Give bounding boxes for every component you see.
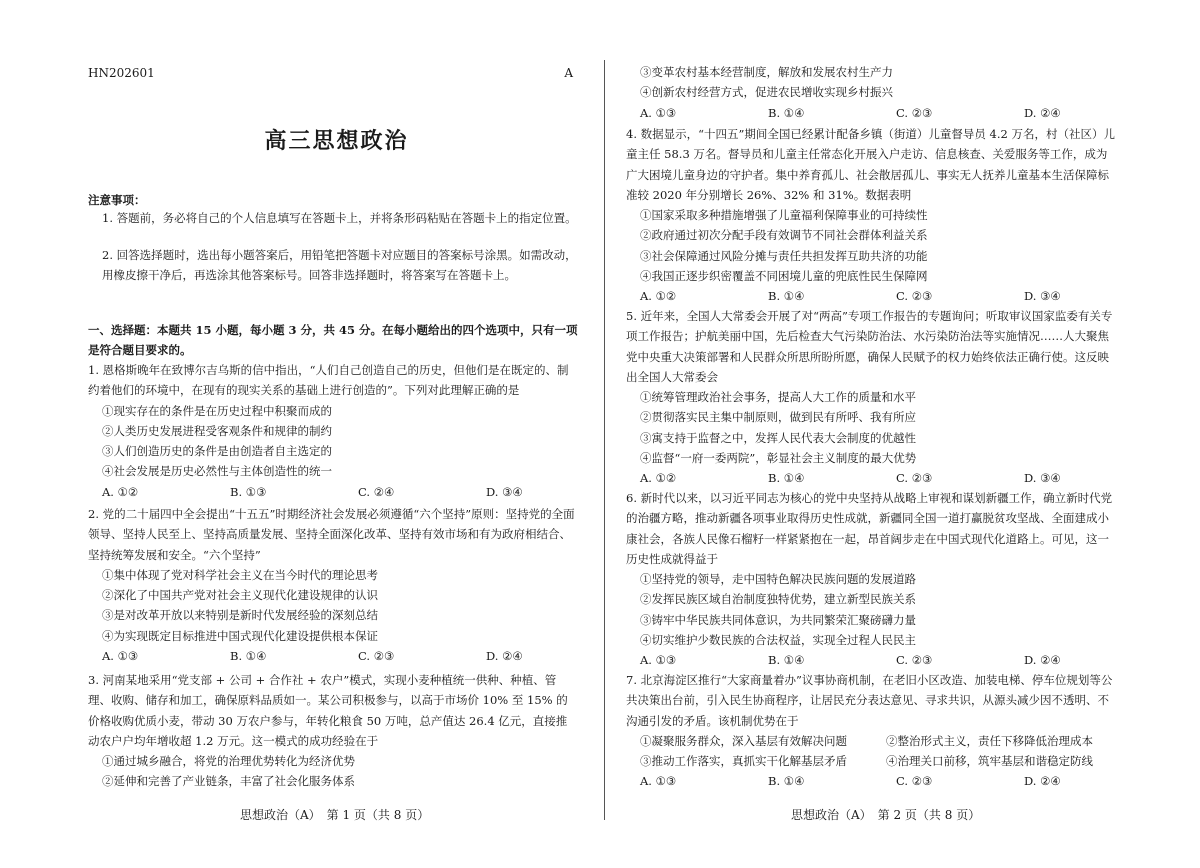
answer-choices	[626, 286, 1152, 306]
statement: ③寓支持于监督之中，发挥人民代表大会制度的优越性	[640, 430, 916, 445]
statement: ③变革农村基本经营制度，解放和发展农村生产力	[640, 65, 893, 79]
paper-version: A	[564, 66, 573, 80]
choice-d: D. ③④	[1024, 471, 1061, 486]
statement: ①现实存在的条件是在历史过程中积聚而成的	[102, 403, 332, 418]
notice-item-1: 1. 答题前，务必将自己的个人信息填写在答题卡上，并将条形码粘贴在答题卡上的指定位置。	[102, 211, 577, 225]
statement: ③人们创造历史的条件是由创造者自主选定的	[102, 444, 332, 459]
statement: ①坚持党的领导，走中国特色解决民族问题的发展道路	[640, 572, 916, 587]
choice-b: B. ①④	[768, 471, 805, 486]
answer-choices	[626, 103, 1152, 123]
choice-d: D. ③④	[1024, 289, 1061, 304]
choice-a: A. ①③	[640, 774, 677, 789]
answer-choices	[626, 650, 1152, 670]
notice-item-2: 2. 回答选择题时，选出每小题答案后，用铅笔把答题卡对应题目的答案标号涂黑。如需改动，用橡皮擦干净后，再选涂其他答案标号。回答非选择题时，将答案写在答题卡上。	[102, 248, 577, 282]
choice-d: D. ②④	[1024, 653, 1061, 668]
statement: ④监督“一府一委两院”，彰显社会主义制度的最大优势	[640, 451, 917, 466]
statement: ④我国正逐步织密覆盖不同困境儿童的兜底性民生保障网	[640, 269, 928, 284]
exam-code: HN202601	[88, 66, 155, 80]
page-footer-right: 思想政治（A） 第 2 页（共 8 页）	[791, 808, 981, 822]
answer-choices	[88, 482, 614, 502]
answer-choices	[626, 468, 1152, 488]
statement: ①国家采取多种措施增强了儿童福利保障事业的可持续性	[640, 208, 928, 223]
statement: ②整治形式主义，责任下移降低治理成本	[886, 733, 1093, 748]
notice-heading: 注意事项：	[88, 193, 146, 207]
question-4	[626, 124, 1152, 307]
page-right	[626, 0, 1116, 868]
choice-a: A. ①③	[640, 105, 677, 120]
choice-d: D. ②④	[1024, 774, 1061, 789]
page-title: 高三思想政治	[264, 128, 409, 154]
statement: ②人类历史发展进程受客观条件和规律的制约	[102, 423, 332, 438]
choice-c: C. ②③	[896, 471, 933, 486]
choice-b: B. ①④	[768, 774, 805, 789]
choice-b: B. ①④	[768, 105, 805, 120]
statement-row	[626, 731, 1152, 751]
question-2	[88, 504, 614, 666]
question-1	[88, 360, 614, 502]
statement: ②发挥民族区域自治制度独特优势，建立新型民族关系	[640, 592, 916, 607]
question-3-continued	[626, 62, 1152, 123]
statement: ①集中体现了党对科学社会主义在当今时代的理论思考	[102, 567, 378, 582]
choice-b: B. ①④	[230, 649, 267, 664]
question-stem: 2. 党的二十届四中全会提出“十五五”时期经济社会发展必须遵循“六个坚持”原则：坚持党的全面领导、坚持人民至上、坚持高质量发展、坚持全面深化改革、坚持有效市场和有为政府相结合、坚持统筹发展和安全。“六个坚持”	[88, 507, 575, 562]
choice-c: C. ②③	[358, 649, 395, 664]
question-stem: 4. 数据显示，“十四五”期间全国已经累计配备乡镇（街道）儿童督导员 4.2 万名，村（社区）儿童主任 58.3 万名。督导员和儿童主任常态化开展入户走访、信息核查、关爱服务等工作，成为广大困境儿童身边的守护者。集中养育孤儿、社会散居孤儿、事实无人抚养儿童基本生活保障标准较 2020 年分别增长 26%、32% 和 31%。数据表明	[626, 127, 1115, 202]
statement: ①统筹管理政治社会事务，提高人大工作的质量和水平	[640, 390, 916, 405]
choice-c: C. ②③	[896, 653, 933, 668]
choice-d: D. ②④	[486, 649, 523, 664]
statement: ③社会保障通过风险分摊与责任共担发挥互助共济的功能	[640, 248, 928, 263]
statement: ③是对改革开放以来特别是新时代发展经验的深刻总结	[102, 608, 378, 623]
choice-c: C. ②④	[358, 484, 395, 499]
choice-b: B. ①④	[768, 289, 805, 304]
question-stem: 5. 近年来，全国人大常委会开展了对“两高”专项工作报告的专题询问；听取审议国家监委有关专项工作报告；护航美丽中国，先后检查大气污染防治法、水污染防治法等实施情况……人大聚焦党中央重大决策部署和人民群众所思所盼所愿，确保人民赋予的权力始终依法正确行使。这反映出全国人大常委会	[626, 309, 1113, 384]
statement: ②政府通过初次分配手段有效调节不同社会群体利益关系	[640, 228, 928, 243]
statement: ①凝聚服务群众，深入基层有效解决问题	[640, 733, 847, 748]
choice-b: B. ①④	[768, 653, 805, 668]
question-7	[626, 670, 1152, 792]
question-stem: 1. 恩格斯晚年在致博尔吉乌斯的信中指出，“人们自己创造自己的历史，但他们是在既定的、制约着他们的环境中，在现有的现实关系的基础上进行创造的”。下列对此理解正确的是	[88, 363, 569, 398]
question-3	[88, 670, 578, 792]
statement: ②深化了中国共产党对社会主义现代化建设规律的认识	[102, 588, 378, 603]
choice-a: A. ①②	[640, 471, 677, 486]
choice-a: A. ①③	[102, 649, 139, 664]
statement-row	[626, 751, 1152, 771]
statement: ③铸牢中华民族共同体意识，为共同繁荣汇聚磅礴力量	[640, 612, 916, 627]
statement: ④社会发展是历史必然性与主体创造性的统一	[102, 464, 332, 479]
choice-a: A. ①③	[640, 653, 677, 668]
choice-a: A. ①②	[102, 484, 139, 499]
section-heading: 一、选择题：本题共 15 小题，每小题 3 分，共 45 分。在每小题给出的四个选项中，只有一项是符合题目要求的。	[88, 323, 578, 357]
answer-choices	[626, 771, 1152, 791]
choice-c: C. ②③	[896, 289, 933, 304]
statement: ①通过城乡融合，将党的治理优势转化为经济优势	[102, 754, 355, 769]
question-stem: 6. 新时代以来，以习近平同志为核心的党中央坚持从战略上审视和谋划新疆工作，确立新时代党的治疆方略，推动新疆各项事业取得历史性成就，新疆同全国一道打赢脱贫攻坚战、全面建成小康社会，各族人民像石榴籽一样紧紧抱在一起，昂首阔步走在中国式现代化道路上。可见，这一历史性成就得益于	[626, 491, 1113, 566]
answer-choices	[88, 646, 614, 666]
choice-a: A. ①②	[640, 289, 677, 304]
choice-c: C. ②③	[896, 774, 933, 789]
statement: ②延伸和完善了产业链条，丰富了社会化服务体系	[102, 774, 355, 789]
statement: ④创新农村经营方式，促进农民增收实现乡村振兴	[640, 85, 893, 100]
statement: ②贯彻落实民主集中制原则，做到民有所呼、我有所应	[640, 410, 916, 425]
choice-c: C. ②③	[896, 105, 933, 120]
choice-b: B. ①③	[230, 484, 267, 499]
question-5	[626, 306, 1152, 489]
page-footer-left: 思想政治（A） 第 1 页（共 8 页）	[240, 808, 430, 822]
statement: ④为实现既定目标推进中国式现代化建设提供根本保证	[102, 628, 378, 643]
choice-d: D. ③④	[486, 484, 523, 499]
question-stem: 3. 河南某地采用“党支部 + 公司 + 合作社 + 农户”模式，实现小麦种植统一供种、种植、管理、收购、储存和加工，确保原料品质如一。某公司积极参与，以高于市场价 10% 至 15% 的价格收购优质小麦，带动 30 万农户参与，年转化粮食 50 万吨，总产值达 26.4 亿元，直接推动农户户均年增收超 1.2 万元。这一模式的成功经验在于	[88, 673, 568, 748]
statement: ④切实维护少数民族的合法权益，实现全过程人民民主	[640, 633, 916, 648]
question-stem: 7. 北京海淀区推行“大家商量着办”议事协商机制，在老旧小区改造、加装电梯、停车位规划等公共决策出台前，引入民生协商程序，让居民充分表达意见、寻求共识，从源头减少因不透明、不沟通引发的矛盾。该机制优势在于	[626, 673, 1113, 728]
page-left	[88, 0, 585, 868]
question-6	[626, 488, 1152, 671]
choice-d: D. ②④	[1024, 105, 1061, 120]
statement: ④治理关口前移，筑牢基层和谐稳定防线	[886, 754, 1093, 769]
statement: ③推动工作落实，真抓实干化解基层矛盾	[640, 754, 847, 769]
